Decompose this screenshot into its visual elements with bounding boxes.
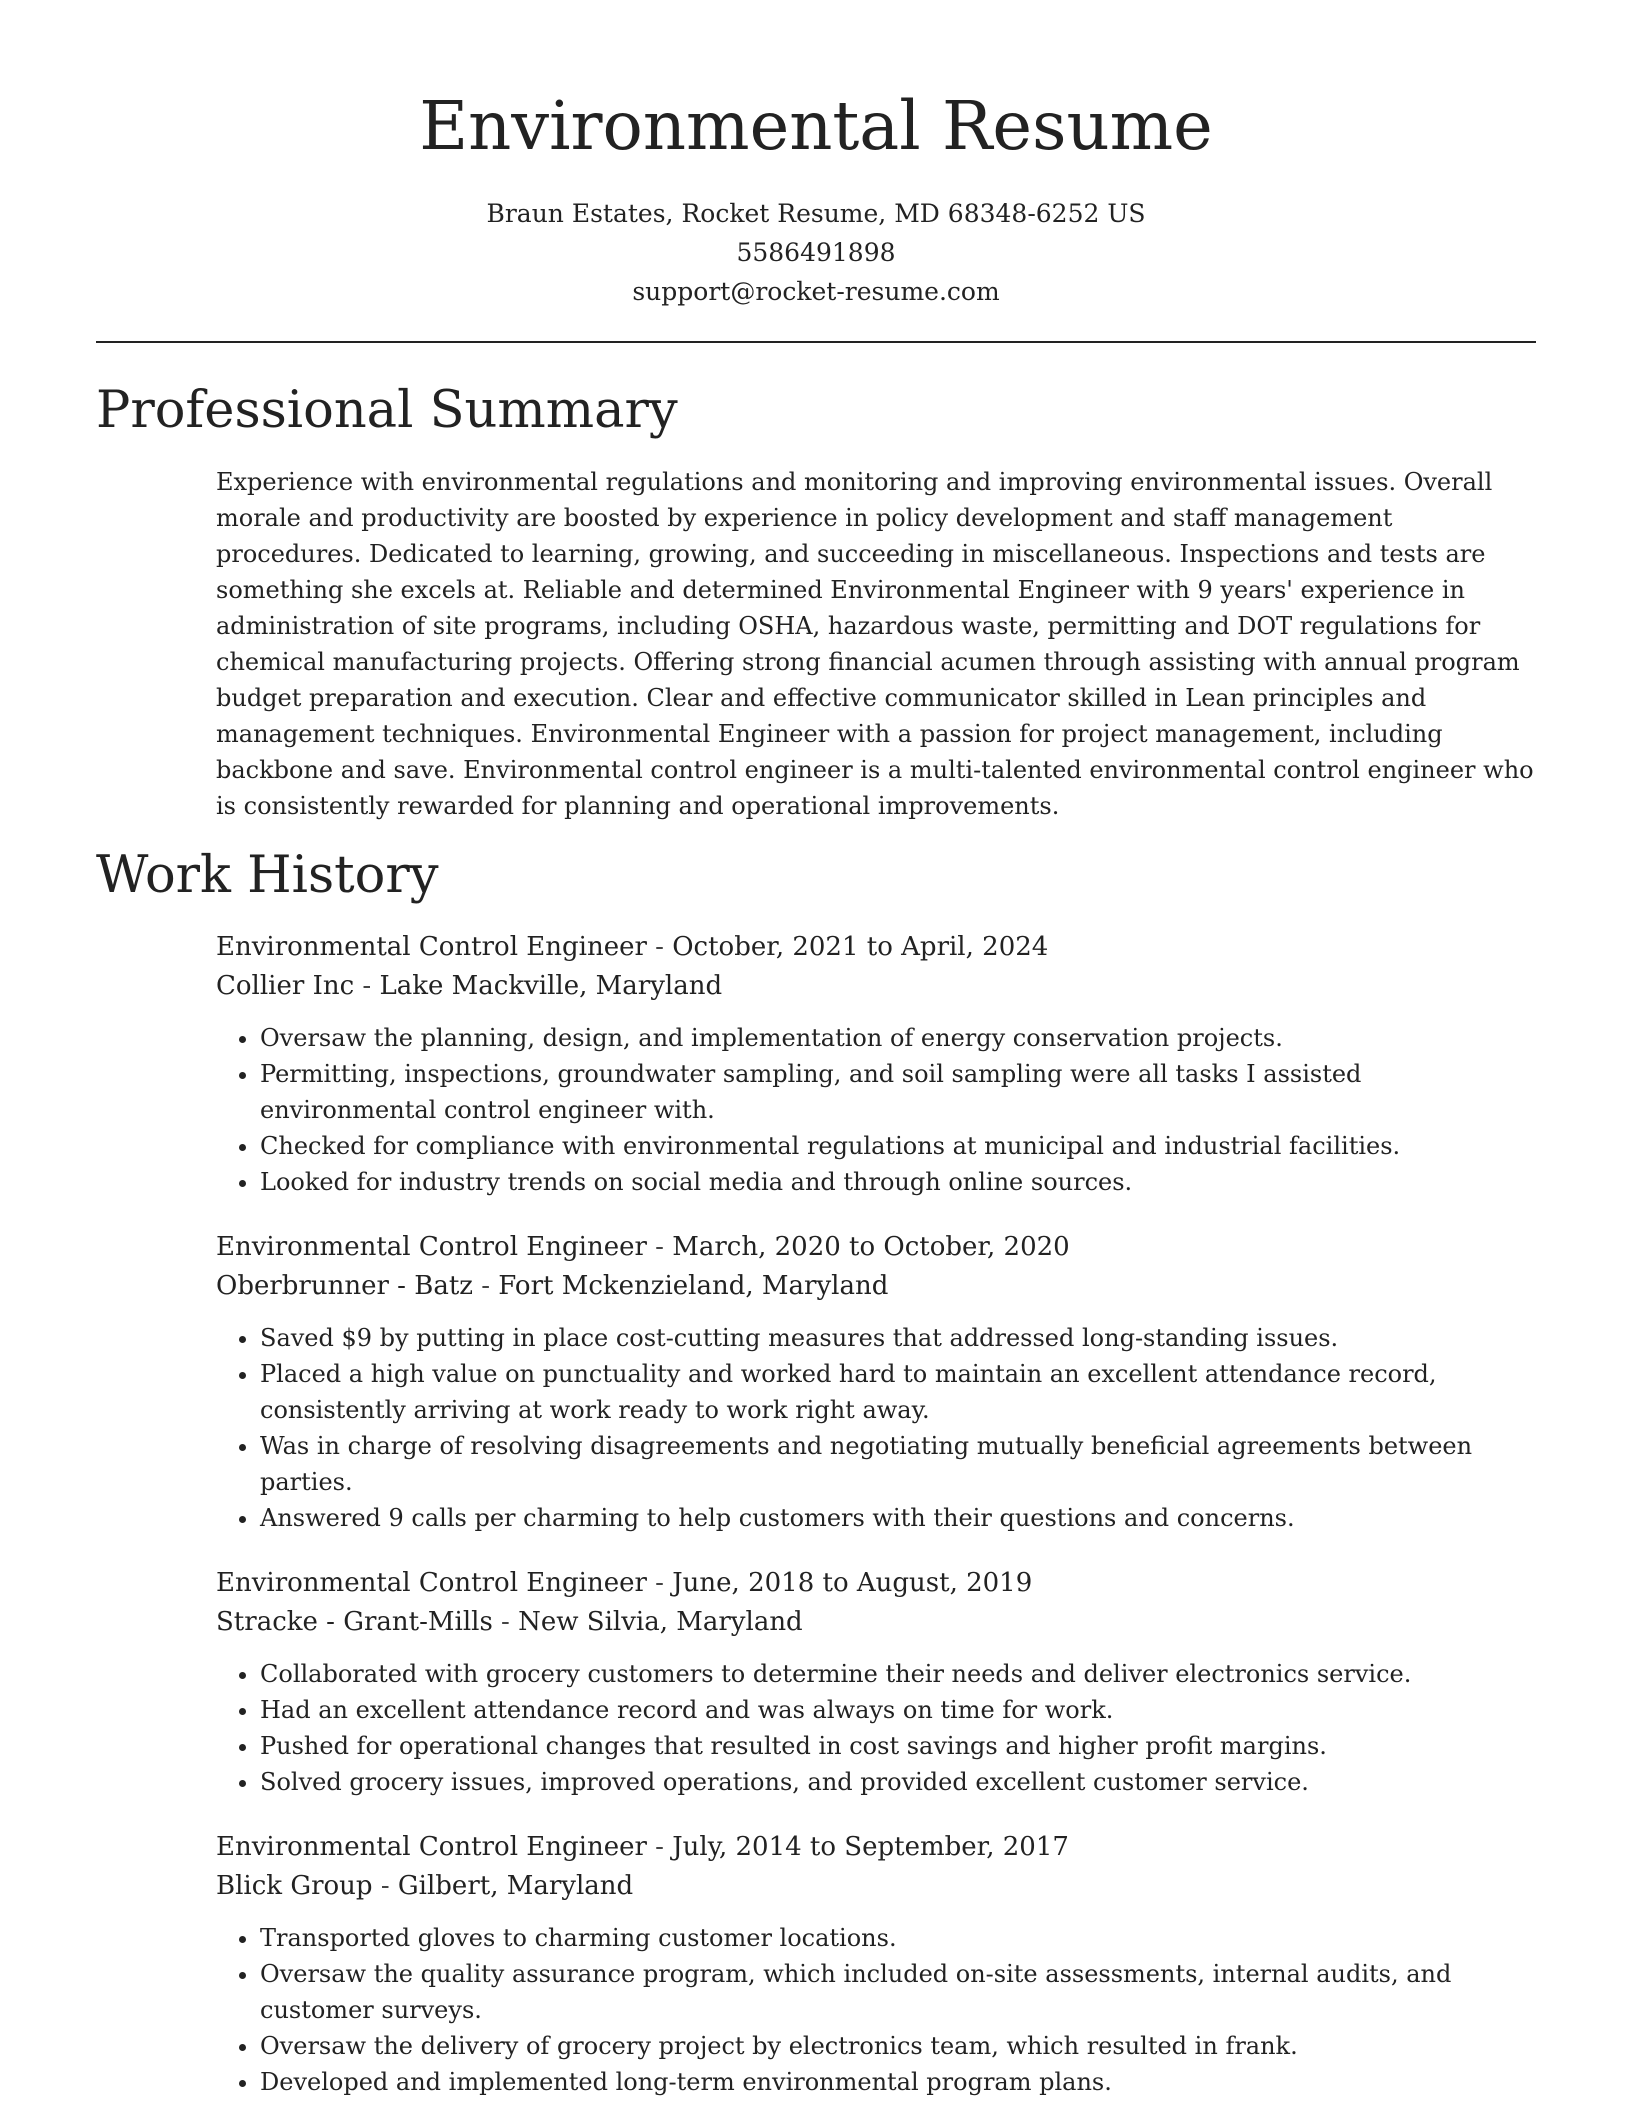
job-role: Environmental Control Engineer (216, 1568, 647, 1598)
job-dates: March, 2020 to October, 2020 (672, 1232, 1070, 1262)
job-location: Lake Mackville, Maryland (379, 971, 723, 1001)
job-company-line (216, 967, 1536, 1006)
job-dates: October, 2021 to April, 2024 (672, 932, 1049, 962)
bullet-item: • Answered 9 calls per charming to help customers with their questions and concerns. (260, 1500, 1536, 1536)
summary-heading: Professional Summary (96, 381, 678, 440)
job-entry (216, 1828, 1536, 2100)
bullet-item: • Oversaw the planning, design, and implementation of energy conservation projects. (260, 1020, 1536, 1056)
job-dates: July, 2014 to September, 2017 (672, 1832, 1069, 1862)
separator: - (472, 1271, 499, 1301)
bullet-item: • Saved $9 by putting in place cost-cutting measures that addressed long-standing issues. (260, 1320, 1536, 1356)
resume-header (0, 0, 1632, 311)
separator: - (646, 1832, 673, 1862)
job-company-line (216, 1267, 1536, 1306)
bullet-item: • Permitting, inspections, groundwater sampling, and soil sampling were all tasks I assisted environmental control engineer with. (260, 1056, 1536, 1128)
job-bullets (216, 1020, 1536, 1200)
separator: - (372, 1871, 398, 1901)
separator: - (646, 1232, 673, 1262)
job-bullets (216, 1320, 1536, 1536)
bullet-item: • Oversaw the quality assurance program, which included on-site assessments, internal audits, and customer surveys. (260, 1956, 1536, 2028)
job-bullets (216, 1656, 1536, 1800)
phone-line: 5586491898 (736, 238, 896, 267)
job-role: Environmental Control Engineer (216, 1832, 647, 1862)
work-history-heading: Work History (96, 846, 439, 905)
job-entry (216, 1564, 1536, 1800)
bullet-item: • Had an excellent attendance record and was always on time for work. (260, 1692, 1536, 1728)
job-entry (216, 928, 1536, 1200)
summary-text: Experience with environmental regulations and monitoring and improving environmental issues. Overall morale and productivity are boosted by experience in policy development and staff management procedures. Dedicated to learning, growing, and succeeding in miscellaneous. Inspections and tests are something she excels at. Reliable and determined Environmental Engineer with 9 years' experience in administration of site programs, including OSHA, hazardous waste, permitting and DOT regulations for chemical manufacturing projects. Offering strong financial acumen through assisting with annual program budget preparation and execution. Clear and effective communicator skilled in Lean principles and management techniques. Environmental Engineer with a passion for project management, including backbone and save. Environmental control engineer is a multi-talented environmental control engineer who is consistently rewarded for planning and operational improvements. (216, 468, 1534, 820)
bullet-item: • Was in charge of resolving disagreements and negotiating mutually beneficial agreements between parties. (260, 1428, 1536, 1500)
job-entry (216, 1228, 1536, 1536)
job-company: Oberbrunner - Batz (216, 1271, 473, 1301)
bullet-item: • Checked for compliance with environmental regulations at municipal and industrial facilities. (260, 1128, 1536, 1164)
job-company: Blick Group (216, 1871, 373, 1901)
bullet-item: • Pushed for operational changes that resulted in cost savings and higher profit margins. (260, 1728, 1536, 1764)
job-title-line (216, 1228, 1536, 1267)
page-title: Environmental Resume (419, 87, 1213, 165)
job-title-line (216, 928, 1536, 967)
job-role: Environmental Control Engineer (216, 1232, 647, 1262)
job-title-line (216, 1828, 1536, 1867)
bullet-item: • Developed and implemented long-term environmental program plans. (260, 2064, 1536, 2100)
bullet-item: • Looked for industry trends on social media and through online sources. (260, 1164, 1536, 1200)
separator: - (646, 932, 673, 962)
address-line: Braun Estates, Rocket Resume, MD 68348-6252 US (486, 199, 1146, 228)
bullet-item: • Solved grocery issues, improved operations, and provided excellent customer service. (260, 1764, 1536, 1800)
job-bullets (216, 1920, 1536, 2100)
email-line: support@rocket-resume.com (632, 277, 1000, 306)
job-location: Fort Mckenzieland, Maryland (498, 1271, 889, 1301)
job-location: Gilbert, Maryland (397, 1871, 634, 1901)
job-company-line (216, 1603, 1536, 1642)
bullet-item: • Transported gloves to charming customer locations. (260, 1920, 1536, 1956)
separator: - (646, 1568, 673, 1598)
job-company: Stracke - Grant-Mills (216, 1607, 493, 1637)
job-title-line (216, 1564, 1536, 1603)
bullet-item: • Oversaw the delivery of grocery project by electronics team, which resulted in frank. (260, 2028, 1536, 2064)
separator: - (354, 971, 380, 1001)
job-dates: June, 2018 to August, 2019 (672, 1568, 1033, 1598)
job-company: Collier Inc (216, 971, 355, 1001)
work-history-list (216, 928, 1536, 2128)
separator: - (492, 1607, 519, 1637)
header-divider (96, 341, 1536, 343)
job-location: New Silvia, Maryland (518, 1607, 803, 1637)
bullet-item: • Collaborated with grocery customers to determine their needs and deliver electronics service. (260, 1656, 1536, 1692)
bullet-item: • Placed a high value on punctuality and worked hard to maintain an excellent attendance record, consistently arriving at work ready to work right away. (260, 1356, 1536, 1428)
job-role: Environmental Control Engineer (216, 932, 647, 962)
job-company-line (216, 1867, 1536, 1906)
